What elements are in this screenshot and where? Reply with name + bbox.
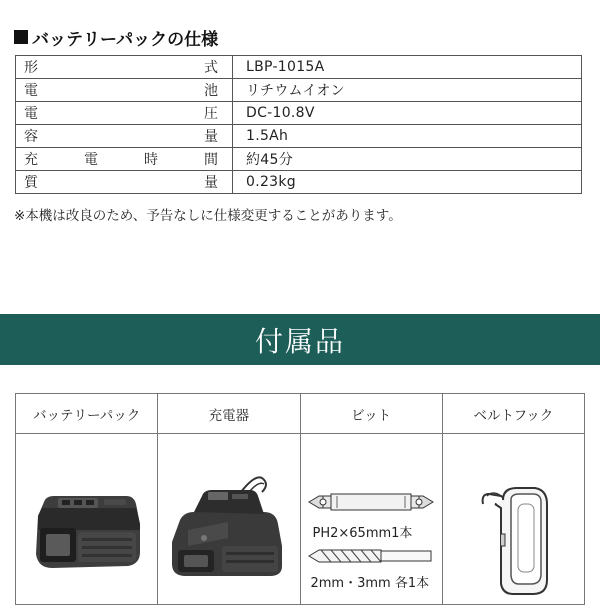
spec-value: 約45分 <box>233 148 582 171</box>
spec-label: 容 量 <box>24 129 218 145</box>
column-header-charger: 充電器 <box>158 394 300 434</box>
accessories-table <box>15 393 585 605</box>
spec-value: 0.23kg <box>233 171 582 194</box>
charger-cell <box>158 434 300 605</box>
phillips-bit-image <box>309 494 433 510</box>
battery-pack-image <box>16 434 158 604</box>
drill-bit-caption: 2mm・3mm 各1本 <box>310 576 430 591</box>
belt-hook-image <box>443 434 585 604</box>
belt-hook-cell <box>442 434 584 605</box>
column-header-bit: ビット <box>300 394 442 434</box>
column-header-battery: バッテリーパック <box>16 394 158 434</box>
spec-title-text: バッテリーパックの仕様 <box>32 29 219 50</box>
spec-label: 電 池 <box>24 83 218 99</box>
spec-label: 電 圧 <box>24 106 218 122</box>
accessories-banner <box>0 314 600 365</box>
spec-note: ※本機は改良のため、予告なしに仕様変更することがあります。 <box>14 208 402 224</box>
spec-value: 1.5Ah <box>233 125 582 148</box>
bit-cell <box>300 434 442 605</box>
column-header-belt-hook: ベルトフック <box>442 394 584 434</box>
spec-table <box>15 55 582 194</box>
charger-image <box>158 434 300 604</box>
drill-bit-image <box>309 550 431 562</box>
battery-cell <box>16 434 158 605</box>
spec-section-title <box>14 24 218 50</box>
spec-row <box>16 125 582 148</box>
spec-row <box>16 79 582 102</box>
spec-label: 質 量 <box>24 175 218 191</box>
spec-value: DC-10.8V <box>233 102 582 125</box>
accessories-image-row <box>16 434 585 605</box>
square-bullet-icon <box>14 30 28 44</box>
accessories-title: 付属品 <box>254 324 345 358</box>
spec-label: 充 電 時 間 <box>24 152 218 168</box>
phillips-bit-caption: PH2×65mm1本 <box>312 526 413 541</box>
spec-value: リチウムイオン <box>233 79 582 102</box>
spec-row <box>16 56 582 79</box>
spec-value: LBP-1015A <box>233 56 582 79</box>
spec-row <box>16 171 582 194</box>
spec-label: 形 式 <box>24 60 218 76</box>
spec-row <box>16 102 582 125</box>
spec-row <box>16 148 582 171</box>
accessories-header-row <box>16 394 585 434</box>
